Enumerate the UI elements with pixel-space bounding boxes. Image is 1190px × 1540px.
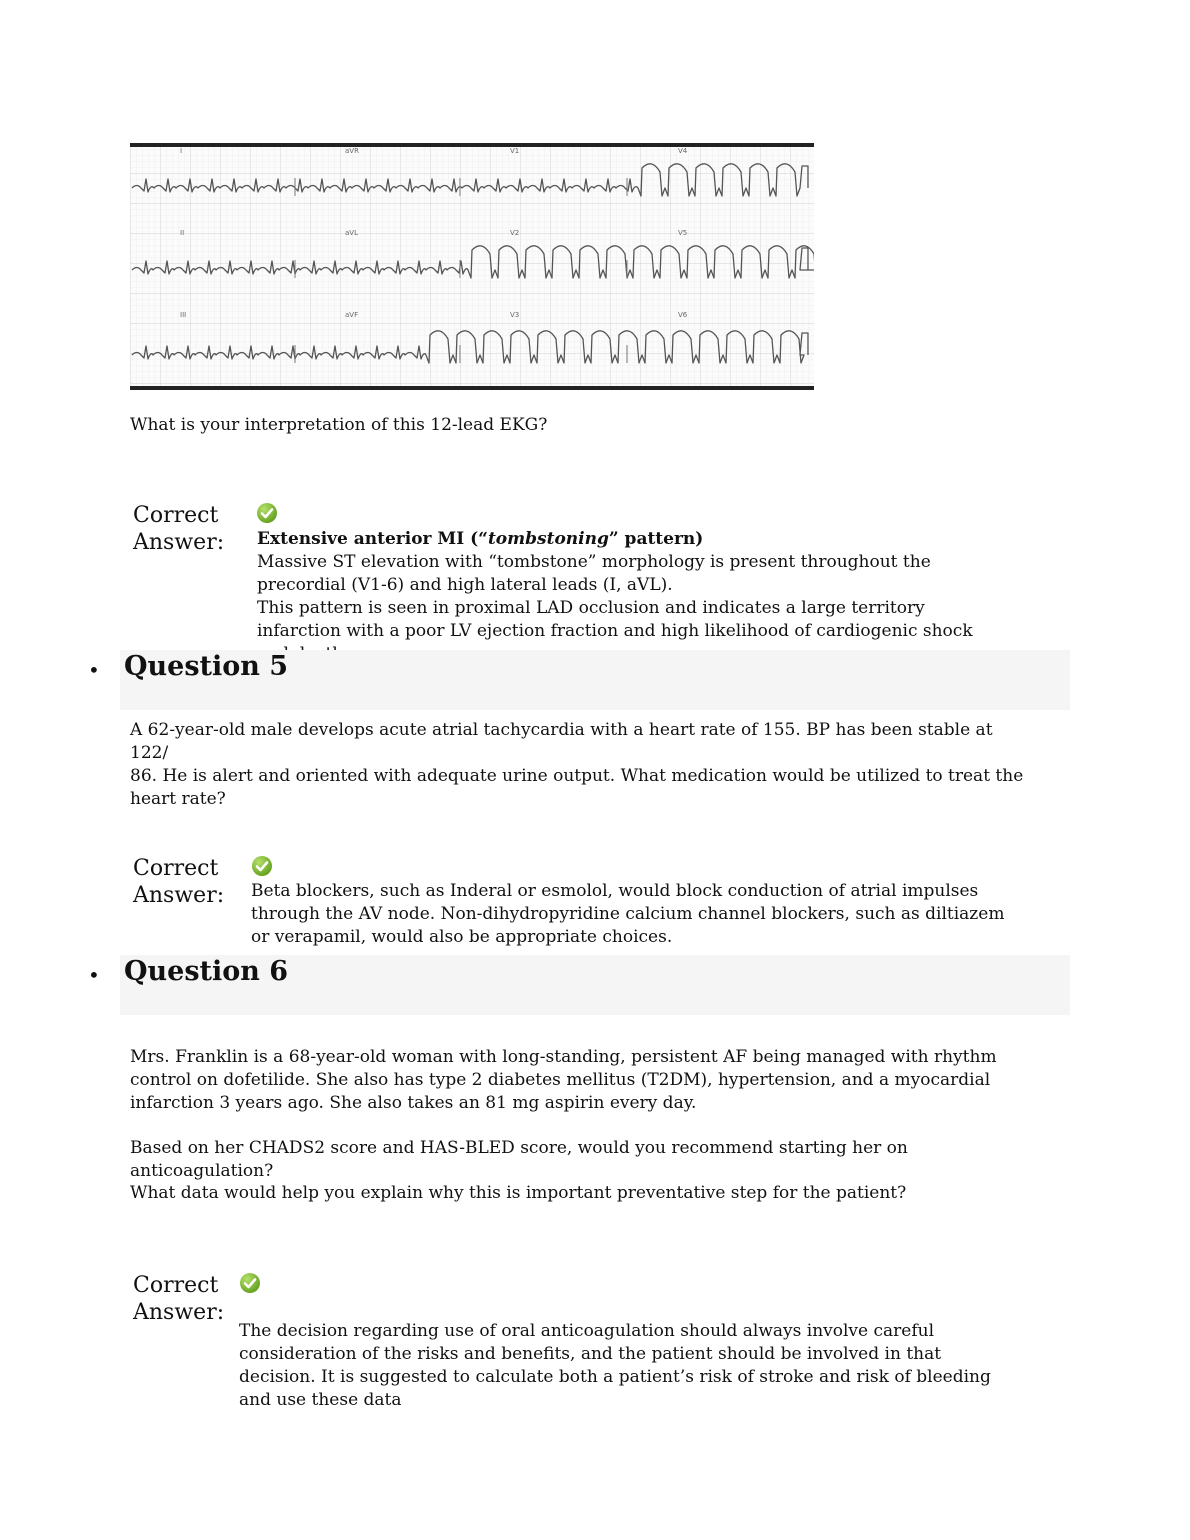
ekg-strip bbox=[130, 143, 814, 390]
question-5-prompt: A 62-year-old male develops acute atrial tachycardia with a heart rate of 155. BP has been stable at 122/ 86. He is alert and oriented with adequate urine output. What medication would be utilized to treat the heart rate? bbox=[130, 720, 1024, 809]
ekg-12-lead-image bbox=[130, 143, 814, 390]
question-6-prompt-paragraph-2: Based on her CHADS2 score and HAS-BLED score, would you recommend starting her on anticoagulation? bbox=[130, 1138, 908, 1181]
check-icon bbox=[240, 1273, 260, 1293]
bullet: • bbox=[88, 963, 100, 987]
ekg-lead-label: V5 bbox=[678, 229, 688, 237]
question-5-heading: Question 5 bbox=[124, 651, 289, 682]
correct-answer-label: Correct Answer: bbox=[133, 856, 225, 908]
question-4-prompt: What is your interpretation of this 12-lead EKG? bbox=[130, 415, 548, 435]
question-6-heading: Question 6 bbox=[124, 956, 289, 987]
correct-answer-label: Correct Answer: bbox=[133, 503, 225, 555]
ekg-lead-label: III bbox=[180, 311, 187, 319]
bullet: • bbox=[88, 658, 100, 682]
ekg-lead-label: V3 bbox=[510, 311, 520, 319]
question-6-answer: The decision regarding use of oral anticoagulation should always involve careful consideration of the risks and benefits, and the patient should be involved in that decision. It is suggested to calculate both a patient’s risk of stroke and risk of bleeding and use these data bbox=[239, 1321, 991, 1410]
ekg-lead-label: aVL bbox=[345, 229, 358, 237]
question-6-prompt-paragraph-3: What data would help you explain why this is important preventative step for the patient? bbox=[130, 1183, 907, 1203]
ekg-lead-label: V4 bbox=[678, 147, 688, 155]
ekg-lead-label: V1 bbox=[510, 147, 520, 155]
correct-answer-label: Correct Answer: bbox=[133, 1273, 225, 1325]
ekg-lead-label: I bbox=[180, 147, 183, 155]
question-6-prompt-paragraph-1: Mrs. Franklin is a 68-year-old woman with long-standing, persistent AF being managed with rhythm control on dofetilide. She also has type 2 diabetes mellitus (T2DM), hypertension, and a myocardial infarction 3 years ago. She also takes an 81 mg aspirin every day. bbox=[130, 1047, 997, 1113]
question-4-answer bbox=[257, 528, 1002, 666]
ekg-lead-label: aVF bbox=[345, 311, 359, 319]
answer-paragraph-1: Massive ST elevation with “tombstone” morphology is present throughout the precordial (V1-6) and high lateral leads (I, aVL). bbox=[257, 552, 931, 595]
ekg-lead-label: aVR bbox=[345, 147, 359, 155]
ekg-lead-label: V6 bbox=[678, 311, 688, 319]
ekg-lead-label: II bbox=[180, 229, 185, 237]
check-icon bbox=[252, 856, 272, 876]
question-5-answer: Beta blockers, such as Inderal or esmolol, would block conduction of atrial impulses through the AV node. Non-dihydropyridine calcium channel blockers, such as diltiazem or verapamil, would also be appropriate choices. bbox=[251, 881, 1005, 947]
answer-title: Extensive anterior MI (“tombstoning” pattern) bbox=[257, 529, 704, 549]
ekg-lead-label: V2 bbox=[510, 229, 520, 237]
check-icon bbox=[257, 503, 277, 523]
answer-paragraph-2: This pattern is seen in proximal LAD occlusion and indicates a large territory infarction with a poor LV ejection fraction and high likelihood of cardiogenic shock bbox=[257, 598, 973, 641]
